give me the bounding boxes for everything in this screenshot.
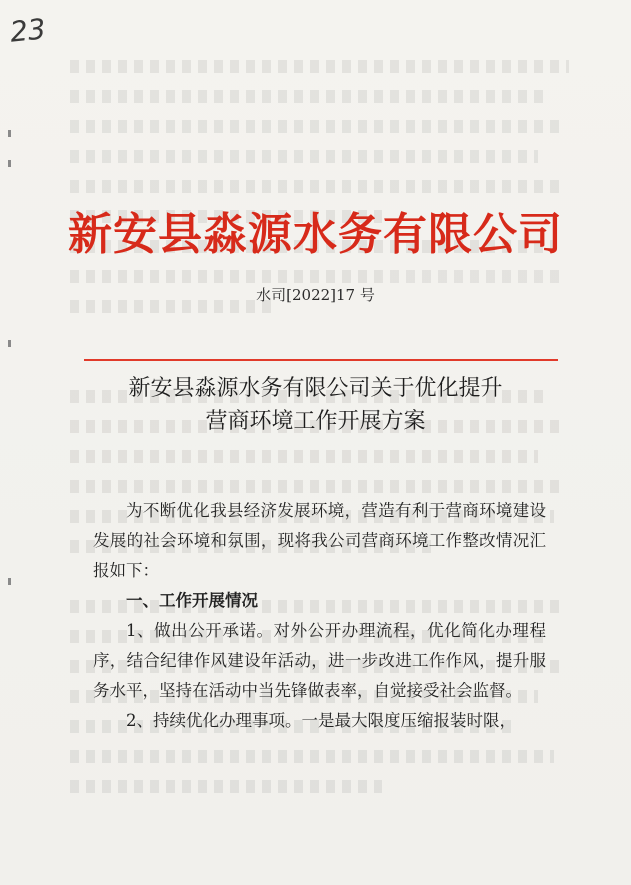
red-divider-line	[84, 359, 558, 361]
document-title	[0, 372, 631, 438]
document-body	[93, 496, 546, 736]
item-2-paragraph: 2、持续优化办理事项。一是最大限度压缩报装时限，	[126, 711, 516, 730]
section-heading: 一、工作开展情况	[126, 591, 258, 610]
item-1-paragraph: 1、做出公开承诺。对外公开办理流程，优化简化办理程序，结合纪律作风建设年活动，进一步改进工作作风，提升服务水平，坚持在活动中当先锋做表率，自觉接受社会监督。	[93, 621, 546, 700]
document-number: 水司[2022]17 号	[256, 286, 375, 304]
binding-hole-mark	[8, 340, 11, 347]
title-line-2: 营商环境工作开展方案	[205, 409, 426, 434]
binding-hole-mark	[8, 578, 11, 585]
organization-red-header: 新安县淼源水务有限公司	[68, 209, 563, 260]
intro-paragraph: 为不断优化我县经济发展环境，营造有利于营商环境建设发展的社会环境和氛围，现将我公司营商环境工作整改情况汇报如下：	[93, 501, 546, 580]
handwritten-page-number: 23	[8, 12, 48, 49]
title-line-1: 新安县淼源水务有限公司关于优化提升	[128, 376, 503, 401]
binding-hole-mark	[8, 160, 11, 167]
binding-hole-mark	[8, 130, 11, 137]
